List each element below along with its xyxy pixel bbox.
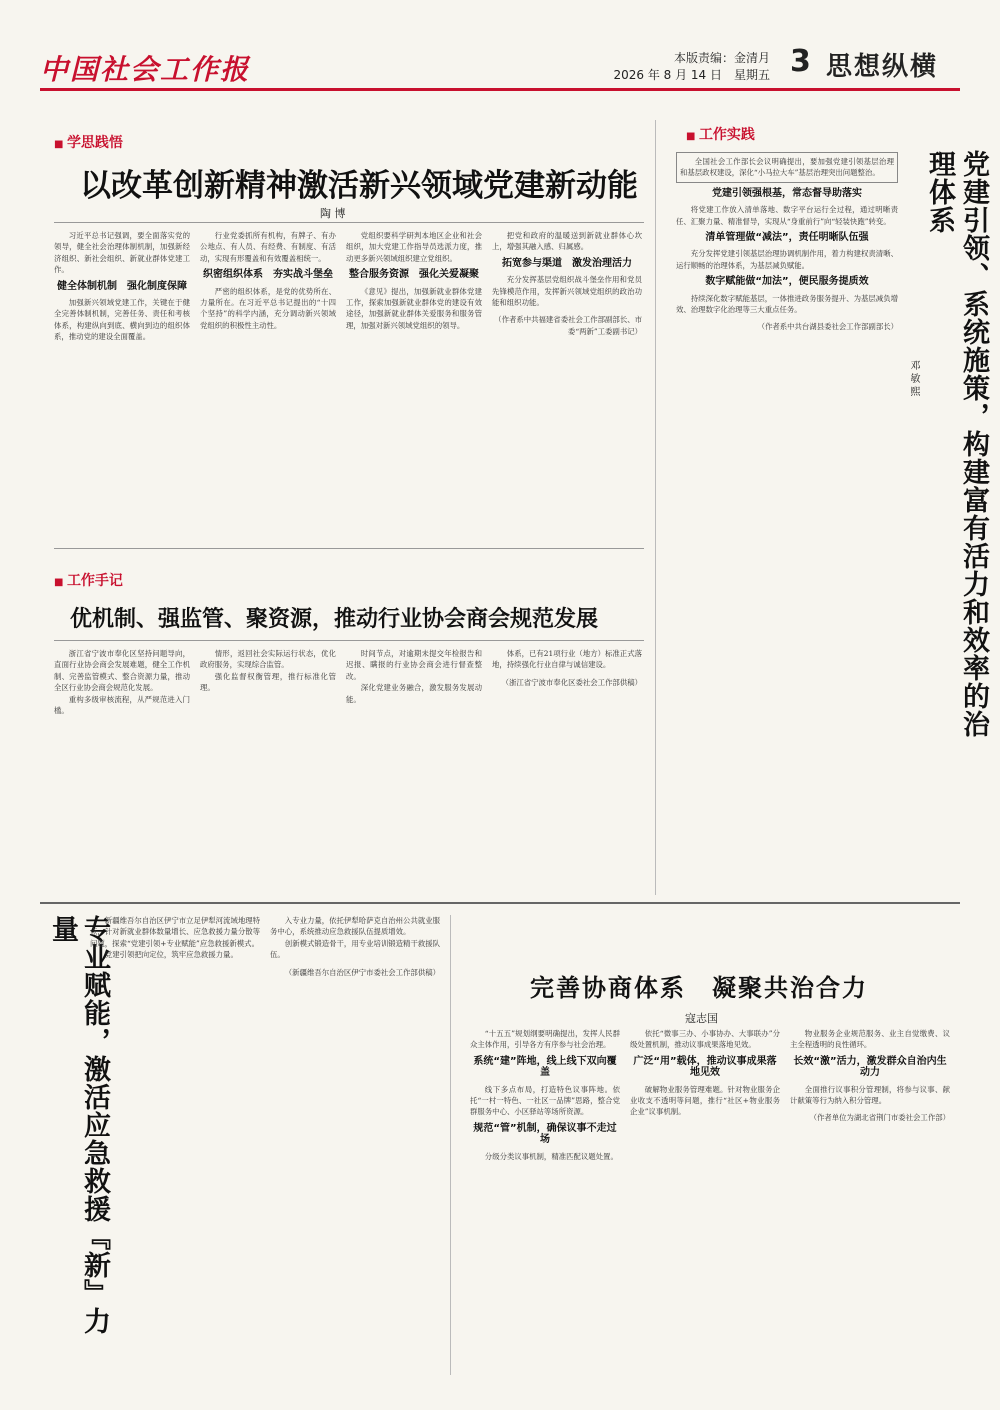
paragraph: 破解物业服务管理难题。针对物业服务企业收支不透明等问题，推行“社区+物业服务企业”议事机制。 bbox=[630, 1084, 780, 1117]
article5-column-1 bbox=[470, 1028, 620, 1380]
article4-column-2 bbox=[270, 915, 440, 1375]
paragraph: 把党和政府的温暖送到新就业群体心坎上，增强其融入感、归属感。 bbox=[492, 231, 642, 252]
article2-title: 优机制、强监管、聚资源，推动行业协会商会规范发展 bbox=[70, 607, 599, 632]
subheading: 党建引领强根基，常态督导助落实 bbox=[712, 187, 862, 199]
article5-author: 寇志国 bbox=[685, 1012, 718, 1025]
paragraph: 充分发挥基层党组织战斗堡垒作用和党员先锋模范作用，发挥新兴领域党组织的政治功能和组织功能。 bbox=[492, 275, 642, 308]
paragraph: 行业党委抓所有机构，有牌子、有办公地点、有人员、有经费、有制度、有活动，实现有形覆盖和有效覆盖相统一。 bbox=[200, 231, 336, 263]
paragraph: 《意见》提出，加强新就业群体党建工作，探索加强新就业群体党的建设有效途径，加强新就业群体关爱服务和服务管理，加强对新兴领域党组织的领导。 bbox=[346, 286, 482, 330]
article4-title: 专业赋能，激活应急救援『新』力量 bbox=[47, 915, 110, 1335]
paragraph: 强化监督权衡管理，推行标准化管理。 bbox=[200, 671, 336, 693]
paragraph: 全国社会工作部长会议明确提出，要加强党建引领基层治理和基层政权建设，深化“小马拉大车”基层治理突出问题整治。 bbox=[680, 157, 894, 178]
article1-rule bbox=[54, 222, 644, 223]
issue-meta bbox=[613, 50, 770, 84]
article5-title: 完善协商体系 凝聚共治合力 bbox=[530, 974, 868, 1002]
subheading: 拓宽参与渠道 激发治理活力 bbox=[502, 257, 632, 269]
article2-rule bbox=[54, 640, 644, 641]
page-divider bbox=[40, 902, 960, 904]
article3-tag: ■ 工作实践 bbox=[686, 124, 755, 144]
article1-column-3 bbox=[346, 230, 482, 538]
subheading: 数字赋能做“加法”，便民服务提质效 bbox=[705, 276, 869, 288]
author-note: （作者系中共台湖县委社会工作部副部长） bbox=[757, 322, 898, 332]
article4-column-1 bbox=[90, 915, 260, 1375]
paragraph: 浙江省宁波市奉化区坚持问题导向，直面行业协会商会发展难题，健全工作机制、完善监管模式、整合资源力量，推动全区行业协会商会规范化发展。 bbox=[54, 649, 190, 693]
article1-column-1 bbox=[54, 230, 190, 538]
paragraph: 入专业力量，依托伊犁哈萨克自治州公共就业服务中心，系统推动应急救援队伍提质增效。 bbox=[270, 916, 440, 937]
article2-column-3 bbox=[346, 648, 482, 886]
column-divider bbox=[450, 915, 451, 1375]
paragraph: 加强新兴领域党建工作，关键在于健全完善体制机制，完善任务、责任和考核体系，构建纵向到底、横向到边的组织体系，推动党的建设全面覆盖。 bbox=[54, 298, 190, 342]
article1-column-4 bbox=[492, 230, 642, 538]
article3-title: 党建引领、系统施策，构建富有活力和效率的治理体系 bbox=[924, 150, 989, 738]
author-note: （作者单位为湖北省荆门市委社会工作部） bbox=[809, 1113, 950, 1123]
article2-column-2 bbox=[200, 648, 336, 886]
paragraph: 将党建工作放入清单落地、数字平台运行全过程，通过明晰责任、汇聚力量、精准督导，实现从“身重前行”向“轻装快跑”转变。 bbox=[676, 205, 898, 226]
author-note: （作者系中共福建省委社会工作部副部长、市委“两新”工委副书记） bbox=[494, 315, 642, 336]
paragraph: 党建引领把向定位，筑牢应急救援力量。 bbox=[104, 950, 238, 960]
paragraph: 时间节点，对逾期未提交年检报告和迟报、瞒报的行业协会商会进行督查整改。 bbox=[346, 649, 482, 681]
subheading: 规范“管”机制，确保议事不走过场 bbox=[473, 1122, 617, 1146]
paragraph: 重构多级审核流程，从严规范进入门槛。 bbox=[54, 694, 190, 716]
paragraph: 线下多点布局，打造特色议事阵地。依托“一村一特色、一社区一品牌”思路，整合党群服务中心、小区驿站等场所资源。 bbox=[470, 1084, 620, 1117]
subheading: 广泛“用”载体，推动议事成果落地见效 bbox=[633, 1055, 777, 1079]
article2-tag: ■ 工作手记 bbox=[54, 570, 123, 590]
paragraph: 物业服务企业规范服务、业主自觉缴费、议主全程透明的良性循环。 bbox=[790, 1029, 950, 1050]
paragraph: 创新模式锻造骨干，用专业培训锻造精干救援队伍。 bbox=[270, 938, 440, 960]
paragraph: 持续深化数字赋能基层，一体推进政务服务提升、为基层减负增效、治理数字化治理等三大重点任务。 bbox=[676, 293, 898, 315]
article3-author: 邓 敏 熙 bbox=[908, 360, 919, 397]
page-editor: 本版责编：金清月 bbox=[673, 51, 770, 65]
paragraph: 习近平总书记强调，要全面落实党的领导，健全社会治理体制机制，加强新经济组织、新社会组织、新就业群体党建工作。 bbox=[54, 231, 190, 275]
article3-body bbox=[676, 152, 898, 887]
paragraph: 党组织要科学研判本地区企业和社会组织，加大党建工作指导员选派力度，推动更多新兴领域组织建立党组织。 bbox=[346, 231, 482, 263]
page-number: 3 bbox=[790, 44, 811, 79]
article3-intro-box bbox=[676, 152, 898, 183]
paragraph: 严密的组织体系，是党的优势所在、力量所在。在习近平总书记提出的“十四个坚持”的科学内涵，充分调动新兴领域党组织的积极性主动性。 bbox=[200, 286, 336, 330]
article1-tag: ■ 学思践悟 bbox=[54, 132, 123, 152]
masthead-rule bbox=[40, 88, 960, 91]
divider bbox=[54, 548, 644, 549]
paragraph: 深化党建业务融合，激发服务发展动能。 bbox=[346, 683, 482, 704]
paragraph: 体系，已有21项行业（地方）标准正式落地，持续强化行业自律与诚信建设。 bbox=[492, 649, 642, 670]
paragraph: 依托“微事三办、小事协办、大事联办”分级处置机制，推动议事成果落地见效。 bbox=[630, 1029, 780, 1050]
subheading: 织密组织体系 夯实战斗堡垒 bbox=[203, 269, 333, 281]
article2-column-1 bbox=[54, 648, 190, 886]
newspaper-logo: 中国社会工作报 bbox=[40, 53, 251, 86]
article2-column-4 bbox=[492, 648, 642, 886]
subheading: 系统“建”阵地，线上线下双向覆盖 bbox=[473, 1055, 617, 1079]
issue-date: 2026 年 8 月 14 日 星期五 bbox=[613, 68, 770, 82]
subheading: 整合服务资源 强化关爱凝聚 bbox=[349, 269, 479, 281]
subheading: 健全体制机制 强化制度保障 bbox=[57, 280, 187, 292]
article5-column-2 bbox=[630, 1028, 780, 1380]
paragraph: “十五五”规划纲要明确提出，发挥人民群众主体作用，引导各方有序参与社会治理。 bbox=[470, 1029, 620, 1050]
section-title: 思想纵横 bbox=[826, 52, 939, 82]
paragraph: 全面推行议事积分管理制，将参与议事、献计献策等行为纳入积分管理。 bbox=[790, 1084, 950, 1106]
paragraph: 充分发挥党建引领基层治理协调机制作用，着力构建权责清晰、运行顺畅的治理体系，为基层减负赋能。 bbox=[676, 249, 898, 270]
subheading: 清单管理做“减法”，责任明晰队伍强 bbox=[705, 232, 869, 244]
paragraph: 分级分类议事机制，精准匹配议题处置。 bbox=[484, 1151, 618, 1161]
article1-author: 陶 博 bbox=[320, 207, 346, 220]
column-divider bbox=[655, 120, 656, 895]
article1-title: 以改革创新精神激活新兴领域党建新动能 bbox=[80, 168, 638, 204]
paragraph: 情形，返回社会实际运行状态，优化政府服务，实现综合监管。 bbox=[200, 649, 336, 670]
author-note: （新疆维吾尔自治区伊宁市委社会工作部供稿） bbox=[284, 967, 440, 977]
author-note: （浙江省宁波市奉化区委社会工作部供稿） bbox=[501, 677, 642, 687]
subheading: 长效“激”活力，激发群众自治内生动力 bbox=[793, 1055, 947, 1079]
article5-column-3 bbox=[790, 1028, 950, 1380]
article1-column-2 bbox=[200, 230, 336, 538]
paragraph: 新疆维吾尔自治区伊宁市立足伊犁河流域地理特点，针对新就业群体数量增长、应急救援力量分散等问题，探索“党建引领+专业赋能”应急救援新模式。 bbox=[90, 916, 260, 948]
